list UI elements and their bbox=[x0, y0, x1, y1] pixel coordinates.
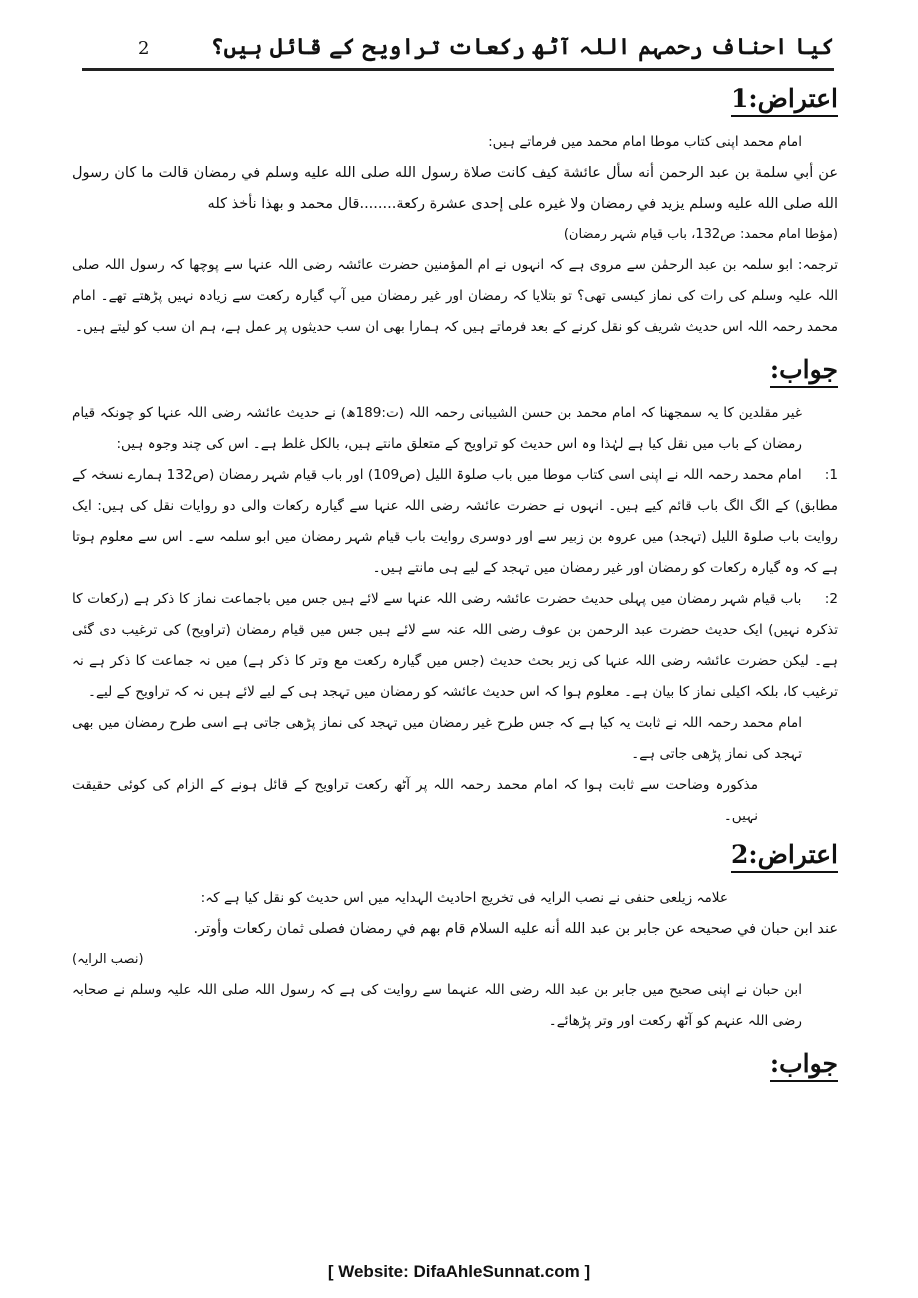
answer-2-heading-text: جواب: bbox=[770, 1049, 838, 1082]
point-1-number: 1: bbox=[824, 467, 839, 483]
objection-2-heading bbox=[72, 840, 838, 873]
point-2-text: باب قیام شہر رمضان میں پہلی حدیث حضرت عائشہ رضی اللہ عنہا سے لائے ہیں جس میں باجماعت نماز کا ذکر ہے (رکعات کا تذکرہ نہیں) ایک حدیث حضرت عبد الرحمن بن عوف رضی اللہ عنہ سے لائے ہیں جس میں قیام رمضان (تراویح) کی ترغیب دی گئی ہے۔ لیکن حضرت عائشہ رضی اللہ عنہا کی زیر بحث حدیث (جس میں گیارہ رکعت مع وتر کا ذکر ہے) میں نہ جماعت کا ذکر ہے نہ ترغیب کا، بلکہ اکیلی نماز کا بیان ہے۔ معلوم ہوا کہ اس حدیث عائشہ کو رمضان میں تہجد ہی کے لیے لائے ہیں نہ کہ تراویح کے لیے۔ bbox=[72, 591, 838, 700]
page-header bbox=[82, 32, 834, 71]
page-content bbox=[72, 80, 838, 1092]
answer-1-heading bbox=[72, 355, 838, 388]
objection-2-arabic-hadith: عند ابن حبان في صحيحه عن جابر بن عبد الله أنه عليه السلام قام بهم في رمضان فصلى ثمان ركعات وأوتر. bbox=[193, 921, 838, 937]
objection-2-intro: علامہ زیلعی حنفی نے نصب الرایہ فی تخریج احادیث الہدایہ میں اس حدیث کو نقل کیا ہے کہ: bbox=[200, 890, 728, 906]
objection-1-heading-text: اعتراض:1 bbox=[731, 84, 838, 117]
point-1-text: امام محمد رحمہ اللہ نے اپنی اسی کتاب موطا میں باب صلوۃ اللیل (ص109) اور باب قیام شہر رمضان (ص132 ہمارے نسخہ کے مطابق) کے الگ الگ باب قائم کیے ہیں۔ انہوں نے حضرت عائشہ رضی اللہ عنہا سے گیارہ رکعات والی دو روایات نقل کی ہیں: ایک روایت باب صلوۃ اللیل (تہجد) میں عروہ بن زبیر سے اور دوسری روایت باب قیام شہر رمضان میں ابو سلمہ سے۔ اس سے معلوم ہوتا ہے کہ وہ گیارہ رکعات کو رمضان اور غیر رمضان میں تہجد کے لیے ہی مانتے ہیں۔ bbox=[72, 467, 838, 576]
objection-1-intro: امام محمد اپنی کتاب موطا امام محمد میں فرماتے ہیں: bbox=[488, 134, 802, 150]
answer-1-summary: مذکورہ وضاحت سے ثابت ہوا کہ امام محمد رحمہ اللہ پر آٹھ رکعت تراویح کے قائل ہونے کے الزام کی کوئی حقیقت نہیں۔ bbox=[72, 777, 758, 824]
objection-2-translation: ابن حبان نے اپنی صحیح میں جابر بن عبد اللہ رضی اللہ عنہما سے روایت کی ہے کہ رسول اللہ صلی اللہ علیہ وسلم نے صحابہ رضی اللہ عنہم کو آٹھ رکعت اور وتر پڑھائے۔ bbox=[72, 982, 802, 1029]
objection-2-reference: (نصب الرایہ) bbox=[72, 952, 144, 967]
answer-1-heading-text: جواب: bbox=[770, 355, 838, 388]
answer-1-point-1 bbox=[72, 460, 838, 584]
page-number: 2 bbox=[138, 38, 150, 59]
answer-1-conclusion: امام محمد رحمہ اللہ نے ثابت یہ کیا ہے کہ جس طرح غیر رمضان میں تہجد کی نماز پڑھی جاتی ہے اسی طرح رمضان میں بھی تہجد کی نماز پڑھی جاتی ہے۔ bbox=[72, 715, 802, 762]
objection-1-translation: ترجمہ: ابو سلمہ بن عبد الرحمٰن سے مروی ہے کہ انہوں نے ام المؤمنین حضرت عائشہ رضی اللہ عنہا سے پوچھا کہ رسول اللہ صلی اللہ علیہ وسلم کی رات کی نماز کیسی تھی؟ تو بتلایا کہ رمضان اور غیر رمضان میں آپ گیارہ رکعت سے زیادہ نہیں پڑھتے تھے۔ امام محمد رحمہ اللہ اس حدیث شریف کو نقل کرنے کے بعد فرماتے ہیں کہ ہمارا بھی ان سب حدیثوں پر عمل ہے، ہم ان سب کو لیتے ہیں۔ bbox=[72, 257, 838, 335]
answer-1-intro: غیر مقلدین کا یہ سمجھنا کہ امام محمد بن حسن الشیبانی رحمہ اللہ (ت:189ھ) نے حدیث عائشہ رضی اللہ عنہا کو چونکہ قیام رمضان کے باب میں نقل کیا ہے لہٰذا وہ اس حدیث کو تراویح کے متعلق مانتے ہیں، بالکل غلط ہے۔ اس کی چند وجوہ ہیں: bbox=[72, 405, 802, 452]
header-title: کیا احناف رحمہم اللہ آٹھ رکعات تراویح کے قائل ہیں؟ bbox=[210, 34, 834, 60]
answer-2-heading bbox=[72, 1049, 838, 1082]
objection-1-reference: (مؤطا امام محمد: ص132، باب قیام شہر رمضان) bbox=[563, 227, 838, 242]
website-footer: [ Website: DifaAhleSunnat.com ] bbox=[327, 1262, 591, 1281]
answer-1-point-2 bbox=[72, 584, 838, 708]
objection-1-heading bbox=[72, 84, 838, 117]
objection-1-arabic-hadith: عن أبي سلمة بن عبد الرحمن أنه سأل عائشة كيف كانت صلاة رسول الله صلى الله عليه وسلم في رمضان قالت ما كان رسول الله صلى الله عليه وسلم يزيد في رمضان ولا غيره على إحدى عشرة ركعة........قال محمد و بهذا نأخذ كله bbox=[72, 165, 838, 212]
point-2-number: 2: bbox=[824, 591, 838, 607]
objection-2-heading-text: اعتراض:2 bbox=[731, 840, 838, 873]
